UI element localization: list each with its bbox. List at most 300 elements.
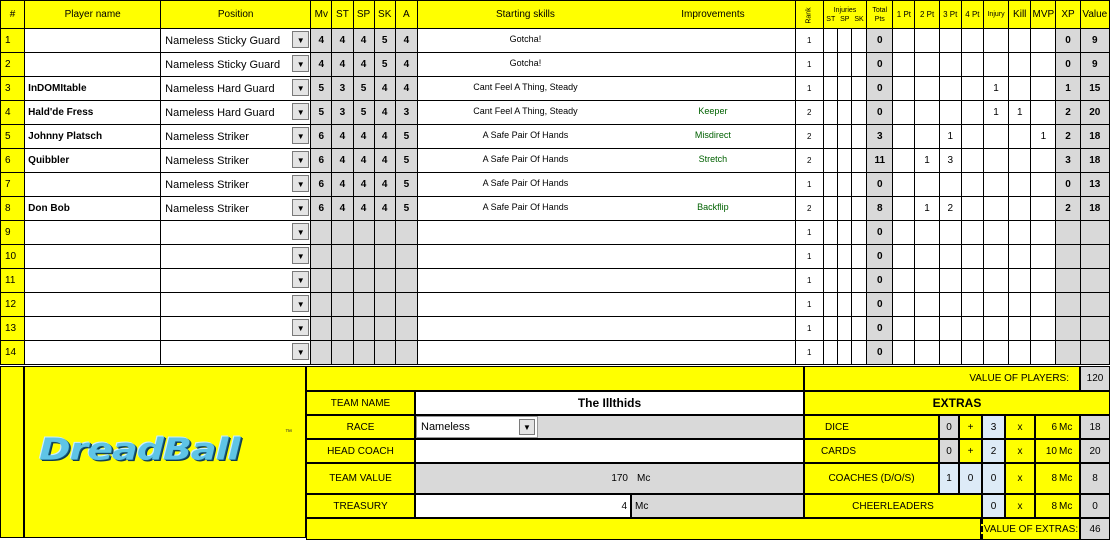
mvp-cell[interactable] [1031, 293, 1056, 317]
pt1-cell[interactable] [893, 173, 915, 197]
pt3-cell[interactable] [939, 221, 961, 245]
kill-cell[interactable] [1009, 197, 1031, 221]
kill-cell[interactable] [1009, 29, 1031, 53]
player-name-cell[interactable] [25, 221, 161, 245]
spacer-top [306, 366, 804, 391]
injury-sk-cell[interactable] [852, 269, 867, 293]
stat-sp [353, 341, 374, 365]
kill-cell[interactable] [1009, 341, 1031, 365]
stat-sk: 4 [374, 149, 395, 173]
injury-cell[interactable] [983, 53, 1008, 77]
chevron-down-icon[interactable]: ▼ [292, 295, 309, 312]
injury-cell[interactable]: 1 [983, 101, 1008, 125]
cards-plus: + [959, 439, 982, 463]
injury-sk-cell[interactable] [852, 245, 867, 269]
injury-sk-cell[interactable] [852, 221, 867, 245]
coaches-d[interactable]: 1 [939, 463, 959, 494]
pt2-cell[interactable] [915, 173, 939, 197]
skills-cell[interactable] [417, 149, 795, 173]
player-name-cell[interactable] [25, 269, 161, 293]
chevron-down-icon[interactable]: ▼ [292, 151, 309, 168]
position-value: Nameless Hard Guard [165, 106, 275, 119]
injury-sp-cell[interactable] [837, 173, 851, 197]
skills-cell[interactable] [417, 269, 795, 293]
row-number: 12 [1, 293, 25, 317]
kill-cell[interactable] [1009, 317, 1031, 341]
injury-sp-cell[interactable] [837, 77, 851, 101]
dice-b[interactable]: 3 [982, 415, 1005, 439]
pt2-cell[interactable] [915, 341, 939, 365]
pt3-cell[interactable] [939, 77, 961, 101]
improvements: Keeper [698, 106, 728, 116]
stat-mv [311, 341, 332, 365]
injury-cell[interactable] [983, 293, 1008, 317]
pt4-cell[interactable] [961, 149, 983, 173]
skills-cell[interactable] [417, 173, 795, 197]
injury-sk-cell[interactable] [852, 317, 867, 341]
pt4-cell[interactable] [961, 221, 983, 245]
kill-cell[interactable] [1009, 245, 1031, 269]
mvp-cell[interactable] [1031, 317, 1056, 341]
xp-cell: 2 [1056, 197, 1080, 221]
stat-mv: 4 [311, 53, 332, 77]
chevron-down-icon[interactable]: ▼ [292, 199, 309, 216]
pt4-cell[interactable] [961, 245, 983, 269]
value-cell [1080, 245, 1109, 269]
stat-mv: 6 [311, 125, 332, 149]
skills-cell[interactable] [417, 101, 795, 125]
race-label: RACE [306, 415, 415, 439]
injury-sk-cell[interactable] [852, 197, 867, 221]
stat-sp: 4 [353, 173, 374, 197]
kill-cell[interactable] [1009, 173, 1031, 197]
pt2-cell[interactable] [915, 269, 939, 293]
mvp-cell[interactable] [1031, 77, 1056, 101]
table-row [1, 293, 1110, 317]
skills-cell[interactable] [417, 197, 795, 221]
pt1-cell[interactable] [893, 53, 915, 77]
header-mv: Mv [311, 1, 332, 29]
stat-mv [311, 245, 332, 269]
chevron-down-icon[interactable]: ▼ [292, 55, 309, 72]
pt2-cell[interactable] [915, 245, 939, 269]
position-select[interactable] [161, 149, 311, 173]
table-row [1, 101, 1110, 125]
injury-sk-cell[interactable] [852, 77, 867, 101]
pt1-cell[interactable] [893, 317, 915, 341]
injury-sp-cell[interactable] [837, 269, 851, 293]
player-name-cell[interactable]: Johnny Platsch [25, 125, 161, 149]
position-select[interactable] [161, 173, 311, 197]
pt3-cell[interactable] [939, 29, 961, 53]
pt1-cell[interactable] [893, 149, 915, 173]
stat-mv: 6 [311, 197, 332, 221]
xp-cell: 1 [1056, 77, 1080, 101]
dice-label: DICE [804, 415, 939, 439]
pt3-cell[interactable] [939, 269, 961, 293]
skills-cell[interactable] [417, 77, 795, 101]
total-pts-cell: 0 [867, 173, 893, 197]
skills-cell[interactable] [417, 29, 795, 53]
position-select[interactable] [161, 269, 311, 293]
value-cell [1080, 221, 1109, 245]
cards-label: CARDS [804, 439, 939, 463]
pt3-cell[interactable]: 1 [939, 125, 961, 149]
position-select[interactable] [161, 125, 311, 149]
injury-st-cell[interactable] [823, 341, 837, 365]
value-cell [1080, 341, 1109, 365]
rank-cell: 1 [795, 269, 823, 293]
injury-sk-cell[interactable] [852, 341, 867, 365]
team-value-label: TEAM VALUE [306, 463, 415, 494]
injury-st-cell[interactable] [823, 293, 837, 317]
injury-st-cell[interactable] [823, 29, 837, 53]
injury-cell[interactable] [983, 341, 1008, 365]
injury-cell[interactable] [983, 125, 1008, 149]
injury-st-cell[interactable] [823, 101, 837, 125]
injury-sp-cell[interactable] [837, 29, 851, 53]
kill-cell[interactable]: 1 [1009, 101, 1031, 125]
total-pts-cell: 0 [867, 317, 893, 341]
player-name-cell[interactable] [25, 293, 161, 317]
injury-st-cell[interactable] [823, 173, 837, 197]
pt3-cell[interactable] [939, 53, 961, 77]
pt1-cell[interactable] [893, 101, 915, 125]
coaches-x: x [1005, 463, 1035, 494]
pt4-cell[interactable] [961, 53, 983, 77]
position-select[interactable] [161, 245, 311, 269]
injury-sp-cell[interactable] [837, 197, 851, 221]
pt1-cell[interactable] [893, 29, 915, 53]
mvp-cell[interactable] [1031, 29, 1056, 53]
value-cell: 18 [1080, 125, 1109, 149]
injury-st-cell[interactable] [823, 149, 837, 173]
injury-sp-cell[interactable] [837, 317, 851, 341]
injury-sp-cell[interactable] [837, 341, 851, 365]
mvp-cell[interactable] [1031, 173, 1056, 197]
pt2-cell[interactable] [915, 293, 939, 317]
player-name-cell[interactable] [25, 29, 161, 53]
pt1-cell[interactable] [893, 269, 915, 293]
kill-cell[interactable] [1009, 269, 1031, 293]
stat-st: 4 [332, 29, 353, 53]
xp-cell [1056, 221, 1080, 245]
pt2-cell[interactable] [915, 101, 939, 125]
cards-a[interactable]: 0 [939, 439, 959, 463]
coaches-o[interactable]: 0 [959, 463, 982, 494]
kill-cell[interactable] [1009, 149, 1031, 173]
injury-sp-cell[interactable] [837, 245, 851, 269]
chevron-down-icon[interactable]: ▼ [292, 223, 309, 240]
starting-skills: Gotcha! [509, 58, 542, 68]
header-player-name: Player name [25, 1, 161, 29]
mvp-cell[interactable]: 1 [1031, 125, 1056, 149]
stat-sk: 4 [374, 173, 395, 197]
stat-sk: 4 [374, 197, 395, 221]
rank-cell: 1 [795, 293, 823, 317]
player-name-cell[interactable]: Quibbler [25, 149, 161, 173]
dice-a[interactable]: 0 [939, 415, 959, 439]
injury-st-cell[interactable] [823, 269, 837, 293]
injury-st-cell[interactable] [823, 125, 837, 149]
pt3-cell[interactable] [939, 341, 961, 365]
injury-cell[interactable]: 1 [983, 77, 1008, 101]
starting-skills: A Safe Pair Of Hands [482, 130, 569, 140]
mvp-cell[interactable] [1031, 149, 1056, 173]
total-pts-cell: 0 [867, 53, 893, 77]
position-select[interactable] [161, 317, 311, 341]
kill-cell[interactable] [1009, 77, 1031, 101]
pt2-cell[interactable]: 1 [915, 197, 939, 221]
position-select[interactable] [161, 101, 311, 125]
row-number: 10 [1, 245, 25, 269]
pt1-cell[interactable] [893, 245, 915, 269]
kill-cell[interactable] [1009, 293, 1031, 317]
left-strip [0, 366, 24, 538]
pt1-cell[interactable] [893, 77, 915, 101]
mvp-cell[interactable] [1031, 245, 1056, 269]
injury-sk-cell[interactable] [852, 53, 867, 77]
injury-sk-cell[interactable] [852, 173, 867, 197]
stat-a: 5 [395, 125, 417, 149]
pt3-cell[interactable]: 3 [939, 149, 961, 173]
pt1-cell[interactable] [893, 197, 915, 221]
race-select[interactable] [416, 416, 538, 438]
cheerleaders-b[interactable]: 0 [982, 494, 1005, 518]
mvp-cell[interactable] [1031, 197, 1056, 221]
stat-mv: 4 [311, 29, 332, 53]
pt2-cell[interactable] [915, 221, 939, 245]
injury-sp-cell[interactable] [837, 53, 851, 77]
player-name-cell[interactable] [25, 173, 161, 197]
total-pts-cell: 0 [867, 341, 893, 365]
injury-sk-cell[interactable] [852, 293, 867, 317]
injury-cell[interactable] [983, 149, 1008, 173]
pt4-cell[interactable] [961, 269, 983, 293]
pt3-cell[interactable] [939, 173, 961, 197]
injury-st-cell[interactable] [823, 245, 837, 269]
position-select[interactable] [161, 77, 311, 101]
injury-cell[interactable] [983, 29, 1008, 53]
injury-cell[interactable] [983, 221, 1008, 245]
stat-sk: 4 [374, 77, 395, 101]
cheerleaders-price: 8 [1035, 494, 1059, 518]
skills-cell[interactable] [417, 125, 795, 149]
pt2-cell[interactable]: 1 [915, 149, 939, 173]
total-pts-cell: 0 [867, 77, 893, 101]
skills-cell[interactable] [417, 221, 795, 245]
pt1-cell[interactable] [893, 125, 915, 149]
rank-cell: 2 [795, 125, 823, 149]
kill-cell[interactable] [1009, 125, 1031, 149]
xp-cell: 0 [1056, 173, 1080, 197]
injury-st-cell[interactable] [823, 53, 837, 77]
injury-sk-cell[interactable] [852, 125, 867, 149]
pt4-cell[interactable] [961, 293, 983, 317]
injury-cell[interactable] [983, 173, 1008, 197]
injury-cell[interactable] [983, 197, 1008, 221]
stat-sp: 4 [353, 197, 374, 221]
position-select[interactable] [161, 293, 311, 317]
header-xp: XP [1056, 1, 1080, 29]
spacer-bottom [306, 518, 981, 540]
chevron-down-icon[interactable]: ▼ [292, 175, 309, 192]
chevron-down-icon[interactable]: ▼ [292, 247, 309, 264]
coaches-unit: Mc [1059, 463, 1080, 494]
chevron-down-icon[interactable]: ▼ [292, 31, 309, 48]
pt1-cell[interactable] [893, 341, 915, 365]
xp-cell: 2 [1056, 125, 1080, 149]
pt4-cell[interactable] [961, 125, 983, 149]
mvp-cell[interactable] [1031, 221, 1056, 245]
pt2-cell[interactable] [915, 53, 939, 77]
treasury-field[interactable]: 4 [415, 494, 631, 518]
injury-st-cell[interactable] [823, 317, 837, 341]
skills-cell[interactable] [417, 293, 795, 317]
head-coach-field[interactable] [415, 439, 804, 463]
injury-cell[interactable] [983, 317, 1008, 341]
injury-st-cell[interactable] [823, 77, 837, 101]
table-row [1, 125, 1110, 149]
value-cell: 13 [1080, 173, 1109, 197]
injury-sp-cell[interactable] [837, 149, 851, 173]
pt2-cell[interactable] [915, 77, 939, 101]
player-name-cell[interactable]: Don Bob [25, 197, 161, 221]
mvp-cell[interactable] [1031, 269, 1056, 293]
position-select[interactable] [161, 197, 311, 221]
total-pts-cell: 8 [867, 197, 893, 221]
skills-cell[interactable] [417, 53, 795, 77]
player-name-cell[interactable] [25, 53, 161, 77]
team-name-label: TEAM NAME [306, 391, 415, 415]
position-value: Nameless Sticky Guard [165, 34, 281, 47]
position-value: Nameless Striker [165, 178, 249, 191]
skills-cell[interactable] [417, 317, 795, 341]
race-value: Nameless [421, 421, 470, 433]
header-4pt: 4 Pt [961, 1, 983, 29]
skills-cell[interactable] [417, 245, 795, 269]
table-row [1, 197, 1110, 221]
stat-a: 3 [395, 101, 417, 125]
pt3-cell[interactable] [939, 317, 961, 341]
xp-cell [1056, 245, 1080, 269]
player-name-cell[interactable] [25, 245, 161, 269]
stat-sp [353, 317, 374, 341]
improvements: Stretch [698, 154, 728, 164]
injury-sp-cell[interactable] [837, 125, 851, 149]
injury-sk-cell[interactable] [852, 29, 867, 53]
position-select[interactable] [161, 53, 311, 77]
pt4-cell[interactable] [961, 29, 983, 53]
coaches-price: 8 [1035, 463, 1059, 494]
stat-mv: 6 [311, 149, 332, 173]
chevron-down-icon[interactable]: ▼ [519, 419, 535, 435]
player-name-cell[interactable]: InDOMItable [25, 77, 161, 101]
trademark: ™ [285, 429, 292, 436]
stat-a [395, 221, 417, 245]
value-cell: 20 [1080, 101, 1109, 125]
chevron-down-icon[interactable]: ▼ [292, 103, 309, 120]
injury-sk-cell[interactable] [852, 101, 867, 125]
cards-b[interactable]: 2 [982, 439, 1005, 463]
position-select[interactable] [161, 341, 311, 365]
header-rank: Rank [795, 1, 823, 29]
row-number: 14 [1, 341, 25, 365]
row-number: 8 [1, 197, 25, 221]
stat-st: 3 [332, 77, 353, 101]
player-name-cell[interactable] [25, 317, 161, 341]
coaches-s[interactable]: 0 [982, 463, 1005, 494]
pt2-cell[interactable] [915, 29, 939, 53]
pt3-cell[interactable] [939, 293, 961, 317]
player-name-cell[interactable]: Hald'de Fress [25, 101, 161, 125]
team-name-field[interactable]: The Illthids [415, 391, 804, 415]
injury-sp-cell[interactable] [837, 221, 851, 245]
pt2-cell[interactable] [915, 125, 939, 149]
head-coach-label: HEAD COACH [306, 439, 415, 463]
kill-cell[interactable] [1009, 221, 1031, 245]
header-row [1, 1, 1110, 29]
pt3-cell[interactable]: 2 [939, 197, 961, 221]
pt1-cell[interactable] [893, 293, 915, 317]
chevron-down-icon[interactable]: ▼ [292, 79, 309, 96]
stat-a: 5 [395, 197, 417, 221]
pt4-cell[interactable] [961, 77, 983, 101]
chevron-down-icon[interactable]: ▼ [292, 127, 309, 144]
chevron-down-icon[interactable]: ▼ [292, 343, 309, 360]
pt3-cell[interactable] [939, 245, 961, 269]
header-st: ST [332, 1, 353, 29]
injury-sp-cell[interactable] [837, 101, 851, 125]
value-cell: 18 [1080, 149, 1109, 173]
injury-cell[interactable] [983, 245, 1008, 269]
injury-sk-cell[interactable] [852, 149, 867, 173]
table-row [1, 77, 1110, 101]
header-position: Position [161, 1, 311, 29]
header-1pt: 1 Pt [893, 1, 915, 29]
stat-a: 4 [395, 53, 417, 77]
pt4-cell[interactable] [961, 197, 983, 221]
chevron-down-icon[interactable]: ▼ [292, 319, 309, 336]
injury-st-cell[interactable] [823, 221, 837, 245]
row-number: 2 [1, 53, 25, 77]
header-improvements: Improvements [681, 9, 745, 20]
stat-sp: 4 [353, 125, 374, 149]
rank-cell: 2 [795, 149, 823, 173]
injury-sp-cell[interactable] [837, 293, 851, 317]
player-name-cell[interactable] [25, 341, 161, 365]
pt4-cell[interactable] [961, 101, 983, 125]
position-select[interactable] [161, 29, 311, 53]
pt1-cell[interactable] [893, 221, 915, 245]
pt4-cell[interactable] [961, 317, 983, 341]
position-select[interactable] [161, 221, 311, 245]
pt4-cell[interactable] [961, 341, 983, 365]
mvp-cell[interactable] [1031, 101, 1056, 125]
mvp-cell[interactable] [1031, 53, 1056, 77]
stat-mv: 6 [311, 173, 332, 197]
kill-cell[interactable] [1009, 53, 1031, 77]
pt3-cell[interactable] [939, 101, 961, 125]
injury-st-cell[interactable] [823, 197, 837, 221]
injury-cell[interactable] [983, 269, 1008, 293]
skills-cell[interactable] [417, 341, 795, 365]
rank-cell: 1 [795, 317, 823, 341]
mvp-cell[interactable] [1031, 341, 1056, 365]
chevron-down-icon[interactable]: ▼ [292, 271, 309, 288]
pt4-cell[interactable] [961, 173, 983, 197]
pt2-cell[interactable] [915, 317, 939, 341]
